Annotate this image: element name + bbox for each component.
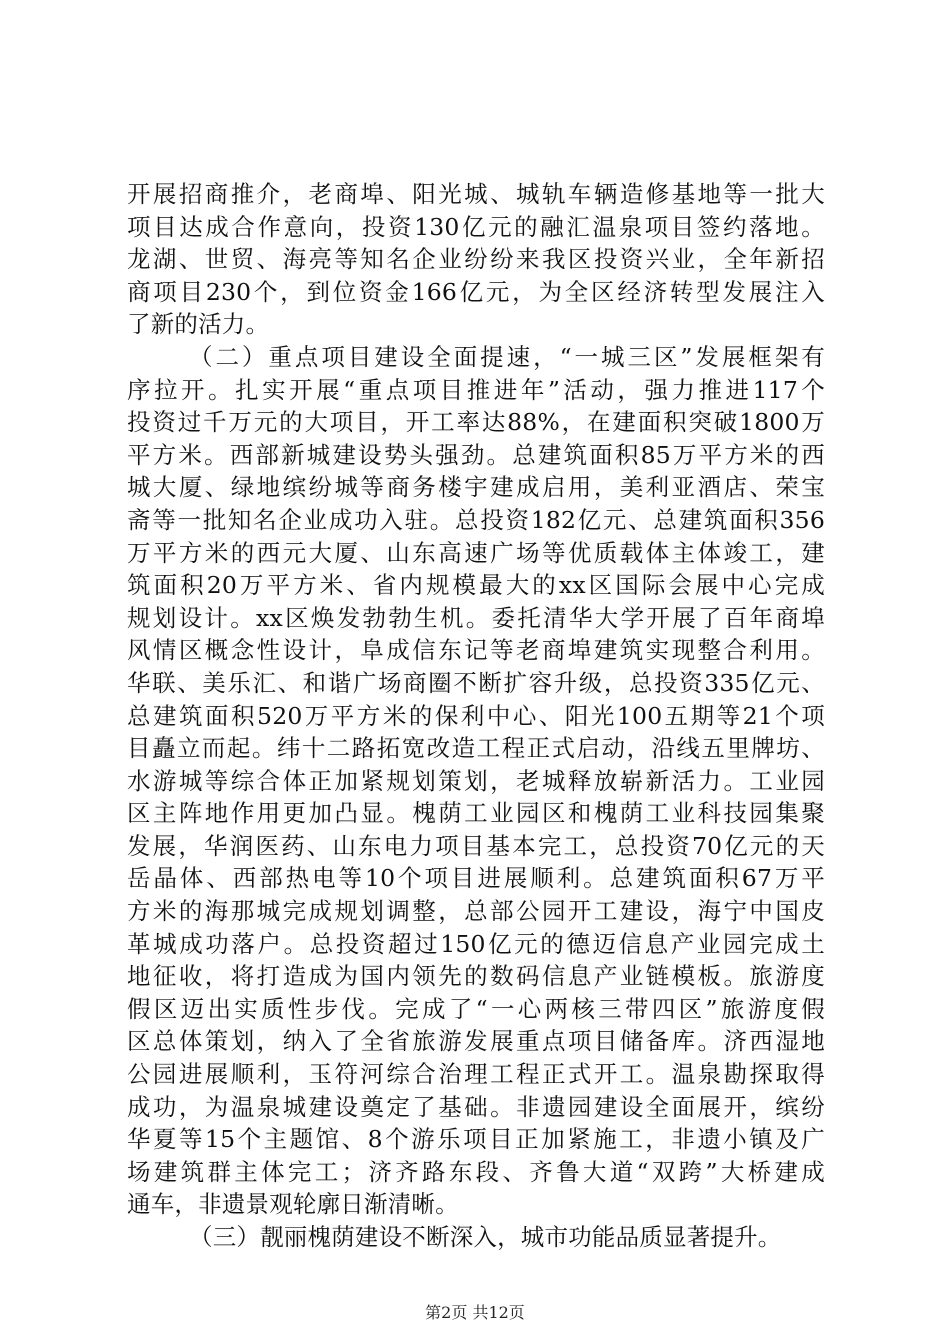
text-line-19: 水游城等综合体正加紧规划策划，老城释放崭新活力。工业园 xyxy=(127,766,825,795)
text-line-5: 了新的活力。 xyxy=(127,310,270,339)
text-line-7: 序拉开。扎实开展“重点项目推进年”活动，强力推进117个 xyxy=(127,375,825,404)
text-line-26: 假区迈出实质性步伐。完成了“一心两核三带四区”旅游度假 xyxy=(127,994,825,1023)
text-line-29: 成功，为温泉城建设奠定了基础。非遗园建设全面展开，缤纷 xyxy=(127,1092,825,1121)
text-line-28: 公园进展顺利，玉符河综合治理工程正式开工。温泉勘探取得 xyxy=(127,1060,825,1089)
page-number-footer: 第2页 共12页 xyxy=(425,1303,525,1322)
text-line-3: 龙湖、世贸、海亮等知名企业纷纷来我区投资兴业，全年新招 xyxy=(127,245,825,274)
text-line-24: 革城成功落户。总投资超过150亿元的德迈信息产业园完成土 xyxy=(127,929,825,958)
text-line-11: 斋等一批知名企业成功入驻。总投资182亿元、总建筑面积356 xyxy=(127,505,825,534)
text-line-33: （三）靓丽槐荫建设不断深入，城市功能品质显著提升。 xyxy=(189,1223,782,1251)
text-line-31: 场建筑群主体完工；济齐路东段、齐鲁大道“双跨”大桥建成 xyxy=(127,1157,825,1186)
text-line-9: 平方米。西部新城建设势头强劲。总建筑面积85万平方米的西 xyxy=(127,440,825,469)
text-line-18: 目矗立而起。纬十二路拓宽改造工程正式启动，沿线五里牌坊、 xyxy=(127,734,825,763)
text-line-23: 方米的海那城完成规划调整，总部公园开工建设，海宁中国皮 xyxy=(127,897,825,926)
text-line-30: 华夏等15个主题馆、8个游乐项目正加紧施工，非遗小镇及广 xyxy=(127,1125,825,1154)
text-line-32: 通车，非遗景观轮廓日渐清晰。 xyxy=(127,1190,459,1219)
text-line-22: 岳晶体、西部热电等10个项目进展顺利。总建筑面积67万平 xyxy=(127,864,825,893)
text-line-16: 华联、美乐汇、和谐广场商圈不断扩容升级，总投资335亿元、 xyxy=(127,668,825,697)
text-line-20: 区主阵地作用更加凸显。槐荫工业园区和槐荫工业科技园集聚 xyxy=(127,799,825,828)
text-line-12: 万平方米的西元大厦、山东高速广场等优质载体主体竣工，建 xyxy=(127,538,825,567)
text-line-27: 区总体策划，纳入了全省旅游发展重点项目储备库。济西湿地 xyxy=(127,1027,825,1056)
text-line-4: 商项目230个，到位资金166亿元，为全区经济转型发展注入 xyxy=(127,277,825,306)
text-line-8: 投资过千万元的大项目，开工率达88%，在建面积突破1800万 xyxy=(127,408,825,437)
text-line-15: 风情区概念性设计，阜成信东记等老商埠建筑实现整合利用。 xyxy=(127,636,825,665)
text-line-14: 规划设计。xx区焕发勃勃生机。委托清华大学开展了百年商埠 xyxy=(127,603,825,632)
text-line-2: 项目达成合作意向，投资130亿元的融汇温泉项目签约落地。 xyxy=(127,212,825,241)
text-line-10: 城大厦、绿地缤纷城等商务楼宇建成启用，美利亚酒店、荣宝 xyxy=(127,473,825,502)
text-line-6: （二）重点项目建设全面提速，“一城三区”发展框架有 xyxy=(189,342,825,371)
text-line-1: 开展招商推介，老商埠、阳光城、城轨车辆造修基地等一批大 xyxy=(127,180,825,208)
text-line-17: 总建筑面积520万平方米的保利中心、阳光100五期等21个项 xyxy=(127,701,825,730)
body-text xyxy=(127,178,825,1254)
text-line-13: 筑面积20万平方米、省内规模最大的xx区国际会展中心完成 xyxy=(127,571,825,600)
text-line-21: 发展，华润医药、山东电力项目基本完工，总投资70亿元的天 xyxy=(127,831,825,860)
text-line-25: 地征收，将打造成为国内领先的数码信息产业链模板。旅游度 xyxy=(127,962,825,991)
